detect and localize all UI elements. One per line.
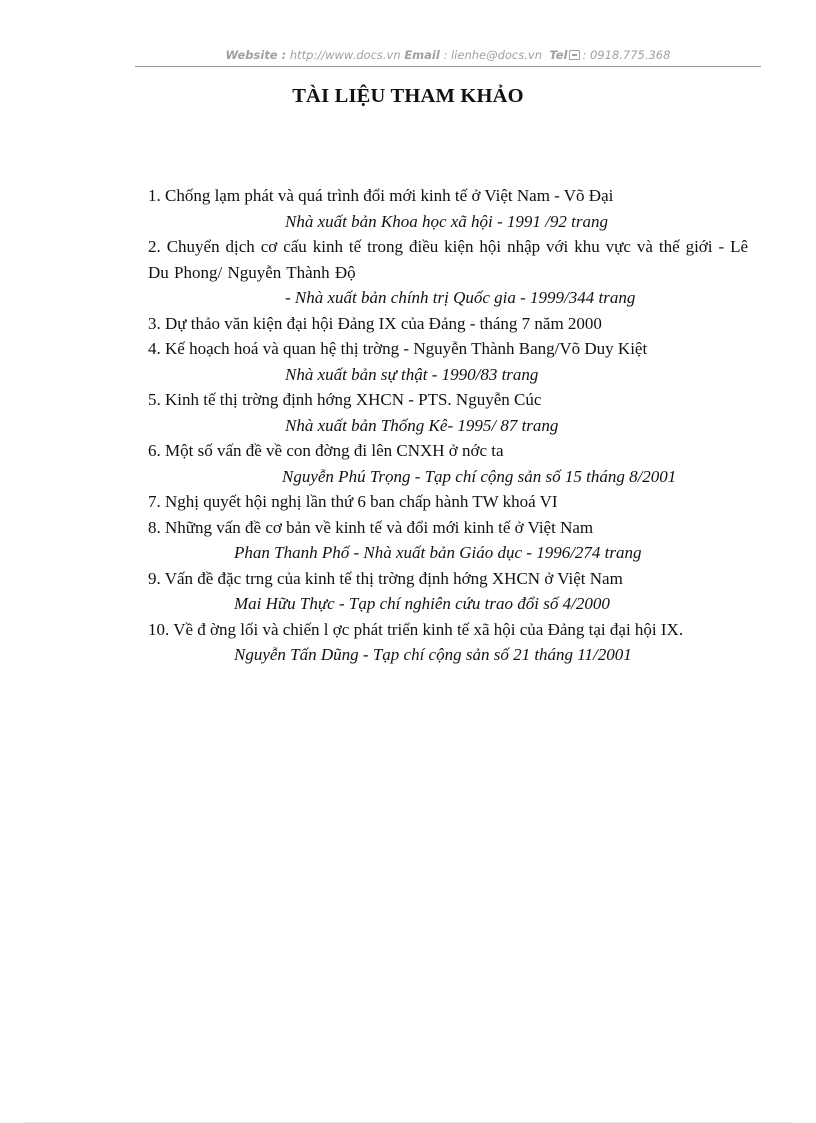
reference-source: Nhà xuất bản Thống Kê- 1995/ 87 trang [285, 415, 559, 435]
reference-source: Nhà xuất bản sự thật - 1990/83 trang [285, 364, 539, 384]
reference-item-1 [148, 183, 748, 234]
reference-item-4 [148, 336, 748, 387]
reference-main: 4. Kế hoạch hoá và quan hệ thị trờng - Nguyễn Thành Bang/Võ Duy Kiệt [148, 339, 648, 358]
reference-main: 9. Vấn đề đặc trng của kinh tế thị trờng định hớng XHCN ở Việt Nam [148, 568, 623, 588]
reference-main: 8. Những vấn đề cơ bản về kinh tế và đổi mới kinh tế ở Việt Nam [148, 517, 594, 537]
reference-main: 7. Nghị quyết hội nghị lần thứ 6 ban chấp hành TW khoá VI [148, 492, 558, 511]
reference-item-3 [148, 311, 748, 337]
reference-item-9 [148, 566, 748, 617]
tel-label: Tel [549, 48, 568, 62]
reference-main: 2. Chuyển dịch cơ cấu kinh tế trong điều kiện hội nhập với khu vực và thế giới - Lê Du Phong/ Nguyễn Thành Độ [148, 237, 748, 282]
reference-source: Phan Thanh Phố - Nhà xuất bản Giáo dục - 1996/274 trang [234, 543, 642, 562]
reference-main: 5. Kinh tế thị trờng định hớng XHCN - PTS. Nguyễn Cúc [148, 390, 542, 409]
reference-main: 3. Dự thảo văn kiện đại hội Đảng IX của Đảng - tháng 7 năm 2000 [148, 313, 602, 333]
reference-item-2 [148, 234, 748, 311]
reference-source: Nhà xuất bản Khoa học xã hội - 1991 /92 trang [285, 211, 608, 231]
website-url: http://www.docs.vn [289, 48, 401, 62]
reference-source: Nguyễn Phú Trọng - Tạp chí cộng sản số 15 tháng 8/2001 [282, 466, 677, 486]
phone-icon [569, 50, 580, 60]
reference-item-10 [148, 617, 748, 668]
page-header [135, 48, 761, 67]
reference-item-8 [148, 515, 748, 566]
reference-item-5 [148, 387, 748, 438]
page-title: TÀI LIỆU THAM KHẢO [292, 85, 524, 107]
email-label: Email [404, 48, 440, 62]
reference-item-6 [148, 438, 748, 489]
reference-main: 10. Về đ ờng lối và chiến l ợc phát triển kinh tế xã hội của Đảng tại đại hội IX. [148, 619, 684, 639]
reference-item-7 [148, 489, 748, 515]
reference-source: Nguyễn Tấn Dũng - Tạp chí cộng sản số 21 tháng 11/2001 [234, 645, 632, 664]
reference-source: Mai Hữu Thực - Tạp chí nghiên cứu trao đổi số 4/2000 [234, 594, 610, 613]
reference-main: 1. Chống lạm phát và quá trình đổi mới kinh tế ở Việt Nam - Võ Đại [148, 186, 614, 205]
website-label: Website : [225, 48, 287, 62]
email-address: : lienhe@docs.vn [443, 48, 543, 62]
reference-source: - Nhà xuất bản chính trị Quốc gia - 1999/344 trang [285, 288, 636, 307]
tel-number: : 0918.775.368 [582, 48, 671, 62]
reference-main: 6. Một số vấn đề về con đờng đi lên CNXH ở nớc ta [148, 441, 504, 460]
reference-list [148, 183, 748, 668]
